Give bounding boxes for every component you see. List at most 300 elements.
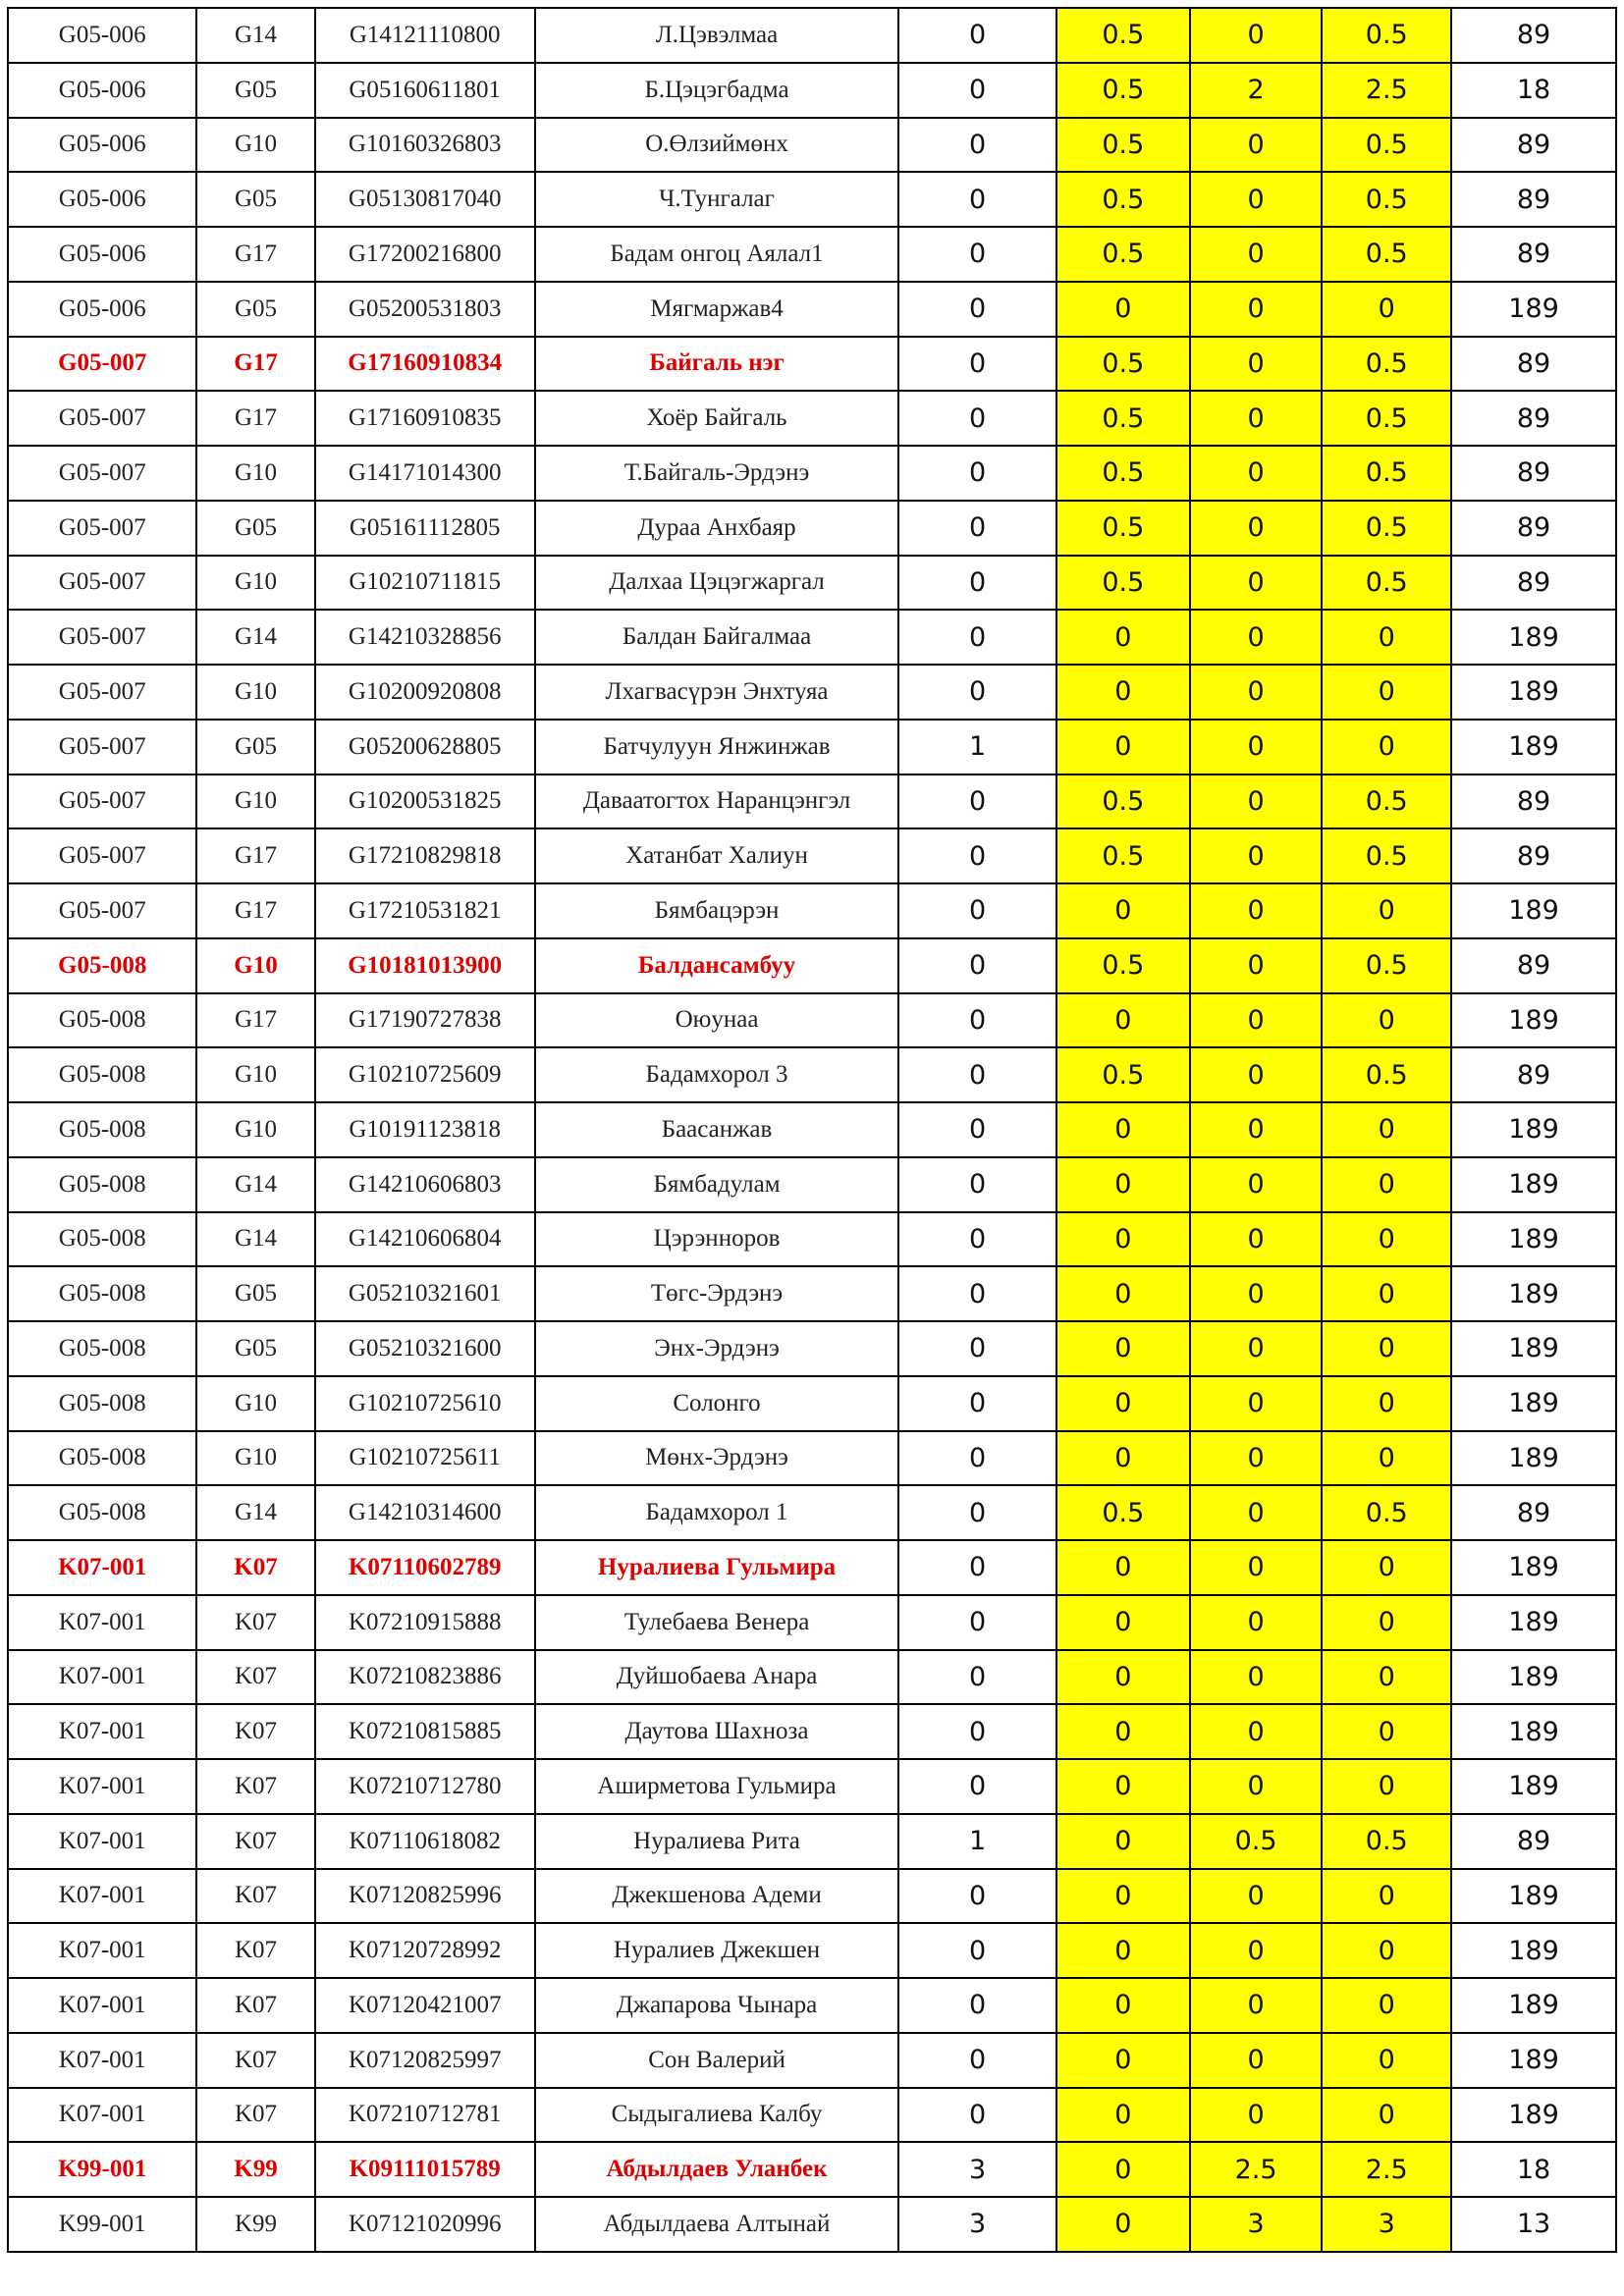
value-1-cell: 0: [898, 501, 1056, 556]
value-1-cell: 0: [898, 8, 1056, 63]
name-cell: Бадам онгоц Аялал1: [535, 227, 898, 282]
rank-cell: 89: [1451, 172, 1616, 227]
value-2-cell: 0.5: [1056, 1047, 1190, 1102]
value-1-cell: 3: [898, 2197, 1056, 2252]
value-3-cell: 0: [1190, 2033, 1323, 2088]
group-code-cell: K07-001: [8, 2033, 196, 2088]
value-2-cell: 0.5: [1056, 337, 1190, 392]
value-3-cell: 0: [1190, 1978, 1323, 2033]
group-code-cell: G05-007: [8, 501, 196, 556]
value-4-cell: 0.5: [1322, 556, 1451, 611]
id-cell: G17210531821: [315, 883, 535, 938]
value-4-cell: 0: [1322, 720, 1451, 774]
value-4-cell: 0: [1322, 1157, 1451, 1212]
value-3-cell: 0: [1190, 556, 1323, 611]
rank-cell: 189: [1451, 2088, 1616, 2143]
group-code-cell: G05-008: [8, 938, 196, 993]
name-cell: Т.Байгаль-Эрдэнэ: [535, 446, 898, 501]
group-code-cell: K07-001: [8, 1814, 196, 1869]
group-code-cell: K07-001: [8, 1595, 196, 1650]
group-code-cell: G05-007: [8, 828, 196, 883]
table-row: [8, 1814, 1616, 1869]
region-code-cell: K07: [196, 2033, 314, 2088]
table-row: [8, 1321, 1616, 1376]
value-2-cell: 0: [1056, 1595, 1190, 1650]
value-1-cell: 0: [898, 2088, 1056, 2143]
name-cell: Хоёр Байгаль: [535, 391, 898, 446]
value-1-cell: 0: [898, 1266, 1056, 1321]
group-code-cell: G05-008: [8, 1376, 196, 1431]
rank-cell: 89: [1451, 446, 1616, 501]
rank-cell: 189: [1451, 610, 1616, 665]
table-row: [8, 501, 1616, 556]
name-cell: Балдансамбуу: [535, 938, 898, 993]
value-3-cell: 0: [1190, 2088, 1323, 2143]
value-1-cell: 0: [898, 1540, 1056, 1595]
region-code-cell: G10: [196, 446, 314, 501]
table-row: [8, 1595, 1616, 1650]
region-code-cell: G17: [196, 227, 314, 282]
value-2-cell: 0: [1056, 993, 1190, 1048]
value-4-cell: 0.5: [1322, 8, 1451, 63]
table-row-group-lead: [8, 2142, 1616, 2197]
value-4-cell: 0: [1322, 1431, 1451, 1486]
value-3-cell: 0: [1190, 1212, 1323, 1267]
value-3-cell: 0.5: [1190, 1814, 1323, 1869]
id-cell: K07120421007: [315, 1978, 535, 2033]
id-cell: K07120825996: [315, 1869, 535, 1924]
region-code-cell: G10: [196, 118, 314, 173]
table-row: [8, 446, 1616, 501]
value-4-cell: 0: [1322, 1102, 1451, 1157]
name-cell: Мөнх-Эрдэнэ: [535, 1431, 898, 1486]
id-cell: G14171014300: [315, 446, 535, 501]
value-1-cell: 0: [898, 774, 1056, 829]
value-2-cell: 0: [1056, 1431, 1190, 1486]
value-3-cell: 0: [1190, 337, 1323, 392]
rank-cell: 189: [1451, 1923, 1616, 1978]
value-1-cell: 0: [898, 556, 1056, 611]
name-cell: Лхагвасүрэн Энхтуяа: [535, 665, 898, 720]
region-code-cell: G10: [196, 774, 314, 829]
value-3-cell: 0: [1190, 501, 1323, 556]
table-row: [8, 556, 1616, 611]
group-code-cell: K99-001: [8, 2142, 196, 2197]
name-cell: Абдылдаева Алтынай: [535, 2197, 898, 2252]
table-row: [8, 1704, 1616, 1759]
value-4-cell: 0.5: [1322, 774, 1451, 829]
region-code-cell: G14: [196, 8, 314, 63]
value-1-cell: 0: [898, 883, 1056, 938]
value-4-cell: 0: [1322, 1595, 1451, 1650]
group-code-cell: K07-001: [8, 1978, 196, 2033]
table-row: [8, 391, 1616, 446]
table-row: [8, 2033, 1616, 2088]
value-3-cell: 0: [1190, 391, 1323, 446]
rank-cell: 89: [1451, 774, 1616, 829]
table-row: [8, 828, 1616, 883]
table-row: [8, 610, 1616, 665]
group-code-cell: G05-007: [8, 774, 196, 829]
value-2-cell: 0: [1056, 2142, 1190, 2197]
id-cell: K07210915888: [315, 1595, 535, 1650]
rank-cell: 189: [1451, 883, 1616, 938]
table-row: [8, 118, 1616, 173]
group-code-cell: G05-007: [8, 337, 196, 392]
table-row: [8, 2088, 1616, 2143]
name-cell: Энх-Эрдэнэ: [535, 1321, 898, 1376]
table-row: [8, 1759, 1616, 1814]
value-2-cell: 0: [1056, 1704, 1190, 1759]
rank-cell: 189: [1451, 720, 1616, 774]
value-1-cell: 0: [898, 1650, 1056, 1705]
name-cell: Солонго: [535, 1376, 898, 1431]
value-4-cell: 0: [1322, 610, 1451, 665]
value-4-cell: 0.5: [1322, 1814, 1451, 1869]
value-3-cell: 0: [1190, 118, 1323, 173]
table-row: [8, 8, 1616, 63]
value-3-cell: 0: [1190, 1102, 1323, 1157]
region-code-cell: K99: [196, 2142, 314, 2197]
rank-cell: 89: [1451, 391, 1616, 446]
id-cell: G10200531825: [315, 774, 535, 829]
id-cell: G05161112805: [315, 501, 535, 556]
id-cell: K07110618082: [315, 1814, 535, 1869]
value-3-cell: 0: [1190, 446, 1323, 501]
region-code-cell: G14: [196, 1212, 314, 1267]
value-4-cell: 0: [1322, 1869, 1451, 1924]
id-cell: G14210606803: [315, 1157, 535, 1212]
name-cell: Даваатогтох Наранцэнгэл: [535, 774, 898, 829]
value-4-cell: 0.5: [1322, 501, 1451, 556]
group-code-cell: K99-001: [8, 2197, 196, 2252]
rank-cell: 13: [1451, 2197, 1616, 2252]
value-3-cell: 0: [1190, 227, 1323, 282]
value-2-cell: 0: [1056, 2033, 1190, 2088]
name-cell: Байгаль нэг: [535, 337, 898, 392]
name-cell: Батчулуун Янжинжав: [535, 720, 898, 774]
value-2-cell: 0: [1056, 1376, 1190, 1431]
region-code-cell: K99: [196, 2197, 314, 2252]
value-3-cell: 0: [1190, 883, 1323, 938]
value-4-cell: 0: [1322, 282, 1451, 337]
value-4-cell: 0.5: [1322, 828, 1451, 883]
rank-cell: 18: [1451, 63, 1616, 118]
value-4-cell: 0.5: [1322, 1485, 1451, 1540]
value-3-cell: 0: [1190, 1266, 1323, 1321]
value-4-cell: 0: [1322, 2033, 1451, 2088]
region-code-cell: K07: [196, 1650, 314, 1705]
id-cell: G10210725611: [315, 1431, 535, 1486]
id-cell: G10200920808: [315, 665, 535, 720]
id-cell: K07210815885: [315, 1704, 535, 1759]
rank-cell: 89: [1451, 337, 1616, 392]
group-code-cell: G05-008: [8, 1157, 196, 1212]
region-code-cell: K07: [196, 1978, 314, 2033]
value-4-cell: 0.5: [1322, 391, 1451, 446]
table-row: [8, 2197, 1616, 2252]
region-code-cell: G10: [196, 665, 314, 720]
region-code-cell: G05: [196, 172, 314, 227]
table-row: [8, 172, 1616, 227]
region-code-cell: G05: [196, 1266, 314, 1321]
value-2-cell: 0: [1056, 720, 1190, 774]
id-cell: G05130817040: [315, 172, 535, 227]
group-code-cell: K07-001: [8, 1704, 196, 1759]
id-cell: K09111015789: [315, 2142, 535, 2197]
region-code-cell: G10: [196, 938, 314, 993]
value-3-cell: 0: [1190, 720, 1323, 774]
value-4-cell: 0: [1322, 665, 1451, 720]
value-4-cell: 0.5: [1322, 118, 1451, 173]
name-cell: Нуралиева Рита: [535, 1814, 898, 1869]
rank-cell: 89: [1451, 1814, 1616, 1869]
table-row-group-lead: [8, 1540, 1616, 1595]
value-1-cell: 0: [898, 610, 1056, 665]
value-1-cell: 0: [898, 1157, 1056, 1212]
id-cell: G05160611801: [315, 63, 535, 118]
name-cell: Далхаа Цэцэгжаргал: [535, 556, 898, 611]
group-code-cell: G05-006: [8, 63, 196, 118]
rank-cell: 189: [1451, 1869, 1616, 1924]
name-cell: Абдылдаев Уланбек: [535, 2142, 898, 2197]
value-1-cell: 0: [898, 337, 1056, 392]
region-code-cell: G05: [196, 63, 314, 118]
rank-cell: 189: [1451, 2033, 1616, 2088]
value-4-cell: 2.5: [1322, 2142, 1451, 2197]
rank-cell: 189: [1451, 1157, 1616, 1212]
value-3-cell: 0: [1190, 665, 1323, 720]
group-code-cell: G05-007: [8, 720, 196, 774]
value-1-cell: 0: [898, 1759, 1056, 1814]
id-cell: G10160326803: [315, 118, 535, 173]
region-code-cell: G17: [196, 883, 314, 938]
table-row: [8, 1102, 1616, 1157]
rank-cell: 189: [1451, 1376, 1616, 1431]
value-4-cell: 0: [1322, 1212, 1451, 1267]
group-code-cell: G05-007: [8, 446, 196, 501]
value-3-cell: 0: [1190, 1376, 1323, 1431]
value-1-cell: 3: [898, 2142, 1056, 2197]
value-4-cell: 0.5: [1322, 227, 1451, 282]
value-1-cell: 0: [898, 1047, 1056, 1102]
id-cell: K07120825997: [315, 2033, 535, 2088]
rank-cell: 189: [1451, 1431, 1616, 1486]
group-code-cell: G05-006: [8, 282, 196, 337]
value-4-cell: 3: [1322, 2197, 1451, 2252]
group-code-cell: G05-007: [8, 556, 196, 611]
value-3-cell: 0: [1190, 1869, 1323, 1924]
value-2-cell: 0: [1056, 665, 1190, 720]
rank-cell: 189: [1451, 1212, 1616, 1267]
rank-cell: 189: [1451, 282, 1616, 337]
value-1-cell: 1: [898, 1814, 1056, 1869]
rank-cell: 189: [1451, 1759, 1616, 1814]
value-2-cell: 0: [1056, 883, 1190, 938]
region-code-cell: G14: [196, 1157, 314, 1212]
name-cell: О.Өлзиймөнх: [535, 118, 898, 173]
table-row: [8, 720, 1616, 774]
value-2-cell: 0: [1056, 2088, 1190, 2143]
table-row: [8, 1212, 1616, 1267]
value-1-cell: 0: [898, 282, 1056, 337]
table-row: [8, 1650, 1616, 1705]
results-table: [7, 7, 1617, 2253]
group-code-cell: G05-007: [8, 391, 196, 446]
table-row-group-lead: [8, 938, 1616, 993]
name-cell: Мягмаржав4: [535, 282, 898, 337]
id-cell: G17210829818: [315, 828, 535, 883]
table-row: [8, 227, 1616, 282]
group-code-cell: G05-006: [8, 172, 196, 227]
name-cell: Бямбацэрэн: [535, 883, 898, 938]
group-code-cell: G05-006: [8, 118, 196, 173]
rank-cell: 89: [1451, 8, 1616, 63]
rank-cell: 89: [1451, 227, 1616, 282]
rank-cell: 89: [1451, 556, 1616, 611]
rank-cell: 89: [1451, 501, 1616, 556]
name-cell: Бадамхорол 3: [535, 1047, 898, 1102]
value-2-cell: 0.5: [1056, 391, 1190, 446]
value-3-cell: 0: [1190, 282, 1323, 337]
region-code-cell: G17: [196, 391, 314, 446]
value-4-cell: 0.5: [1322, 172, 1451, 227]
value-2-cell: 0.5: [1056, 774, 1190, 829]
group-code-cell: G05-006: [8, 227, 196, 282]
value-3-cell: 0: [1190, 1431, 1323, 1486]
name-cell: Төгс-Эрдэнэ: [535, 1266, 898, 1321]
value-3-cell: 0: [1190, 828, 1323, 883]
value-1-cell: 0: [898, 118, 1056, 173]
group-code-cell: G05-008: [8, 1485, 196, 1540]
value-4-cell: 0.5: [1322, 337, 1451, 392]
group-code-cell: G05-008: [8, 1321, 196, 1376]
value-3-cell: 0: [1190, 1485, 1323, 1540]
id-cell: G10181013900: [315, 938, 535, 993]
value-2-cell: 0.5: [1056, 938, 1190, 993]
value-3-cell: 0: [1190, 1321, 1323, 1376]
value-4-cell: 0: [1322, 1266, 1451, 1321]
name-cell: Даутова Шахноза: [535, 1704, 898, 1759]
name-cell: Нуралиев Джекшен: [535, 1923, 898, 1978]
id-cell: K07121020996: [315, 2197, 535, 2252]
value-4-cell: 0.5: [1322, 446, 1451, 501]
table-row: [8, 1923, 1616, 1978]
table-row-group-lead: [8, 337, 1616, 392]
value-4-cell: 0: [1322, 1650, 1451, 1705]
region-code-cell: G10: [196, 1047, 314, 1102]
name-cell: Баасанжав: [535, 1102, 898, 1157]
id-cell: K07210823886: [315, 1650, 535, 1705]
value-2-cell: 0: [1056, 1650, 1190, 1705]
id-cell: G05200628805: [315, 720, 535, 774]
region-code-cell: K07: [196, 1923, 314, 1978]
value-3-cell: 0: [1190, 610, 1323, 665]
value-4-cell: 0: [1322, 1923, 1451, 1978]
table-row: [8, 1376, 1616, 1431]
id-cell: G14210314600: [315, 1485, 535, 1540]
name-cell: Джекшенова Адеми: [535, 1869, 898, 1924]
group-code-cell: G05-008: [8, 1212, 196, 1267]
value-1-cell: 0: [898, 993, 1056, 1048]
value-2-cell: 0: [1056, 2197, 1190, 2252]
name-cell: Бадамхорол 1: [535, 1485, 898, 1540]
value-2-cell: 0.5: [1056, 227, 1190, 282]
rank-cell: 189: [1451, 1540, 1616, 1595]
region-code-cell: K07: [196, 1759, 314, 1814]
name-cell: Бямбадулам: [535, 1157, 898, 1212]
value-2-cell: 0: [1056, 1759, 1190, 1814]
region-code-cell: K07: [196, 2088, 314, 2143]
rank-cell: 18: [1451, 2142, 1616, 2197]
name-cell: Сыдыгалиева Калбу: [535, 2088, 898, 2143]
region-code-cell: G10: [196, 1102, 314, 1157]
name-cell: Ч.Тунгалаг: [535, 172, 898, 227]
name-cell: Балдан Байгалмаа: [535, 610, 898, 665]
value-2-cell: 0: [1056, 1540, 1190, 1595]
value-3-cell: 0: [1190, 993, 1323, 1048]
id-cell: G10210725609: [315, 1047, 535, 1102]
value-4-cell: 0: [1322, 1978, 1451, 2033]
table-row: [8, 1978, 1616, 2033]
value-1-cell: 0: [898, 63, 1056, 118]
value-4-cell: 0: [1322, 1540, 1451, 1595]
name-cell: Сон Валерий: [535, 2033, 898, 2088]
rank-cell: 89: [1451, 1047, 1616, 1102]
value-2-cell: 0.5: [1056, 446, 1190, 501]
rank-cell: 189: [1451, 1650, 1616, 1705]
value-3-cell: 0: [1190, 1047, 1323, 1102]
region-code-cell: G05: [196, 1321, 314, 1376]
group-code-cell: G05-008: [8, 993, 196, 1048]
region-code-cell: G10: [196, 556, 314, 611]
id-cell: G17160910834: [315, 337, 535, 392]
value-2-cell: 0: [1056, 282, 1190, 337]
id-cell: G17160910835: [315, 391, 535, 446]
region-code-cell: K07: [196, 1595, 314, 1650]
value-1-cell: 0: [898, 1595, 1056, 1650]
id-cell: K07210712780: [315, 1759, 535, 1814]
region-code-cell: G10: [196, 1431, 314, 1486]
region-code-cell: K07: [196, 1704, 314, 1759]
name-cell: Цэрэнноров: [535, 1212, 898, 1267]
table-row: [8, 1266, 1616, 1321]
value-4-cell: 0.5: [1322, 1047, 1451, 1102]
group-code-cell: K07-001: [8, 1869, 196, 1924]
group-code-cell: K07-001: [8, 1540, 196, 1595]
name-cell: Дураа Анхбаяр: [535, 501, 898, 556]
value-1-cell: 0: [898, 172, 1056, 227]
region-code-cell: G17: [196, 828, 314, 883]
rank-cell: 89: [1451, 828, 1616, 883]
id-cell: K07110602789: [315, 1540, 535, 1595]
region-code-cell: G10: [196, 1376, 314, 1431]
value-4-cell: 0: [1322, 1321, 1451, 1376]
value-2-cell: 0: [1056, 1321, 1190, 1376]
value-1-cell: 0: [898, 2033, 1056, 2088]
value-1-cell: 0: [898, 446, 1056, 501]
group-code-cell: G05-007: [8, 883, 196, 938]
value-1-cell: 0: [898, 1376, 1056, 1431]
id-cell: G14210606804: [315, 1212, 535, 1267]
group-code-cell: K07-001: [8, 2088, 196, 2143]
value-2-cell: 0: [1056, 1814, 1190, 1869]
value-1-cell: 0: [898, 1704, 1056, 1759]
value-3-cell: 0: [1190, 1650, 1323, 1705]
value-1-cell: 0: [898, 1485, 1056, 1540]
table-row: [8, 665, 1616, 720]
name-cell: Аширметова Гульмира: [535, 1759, 898, 1814]
